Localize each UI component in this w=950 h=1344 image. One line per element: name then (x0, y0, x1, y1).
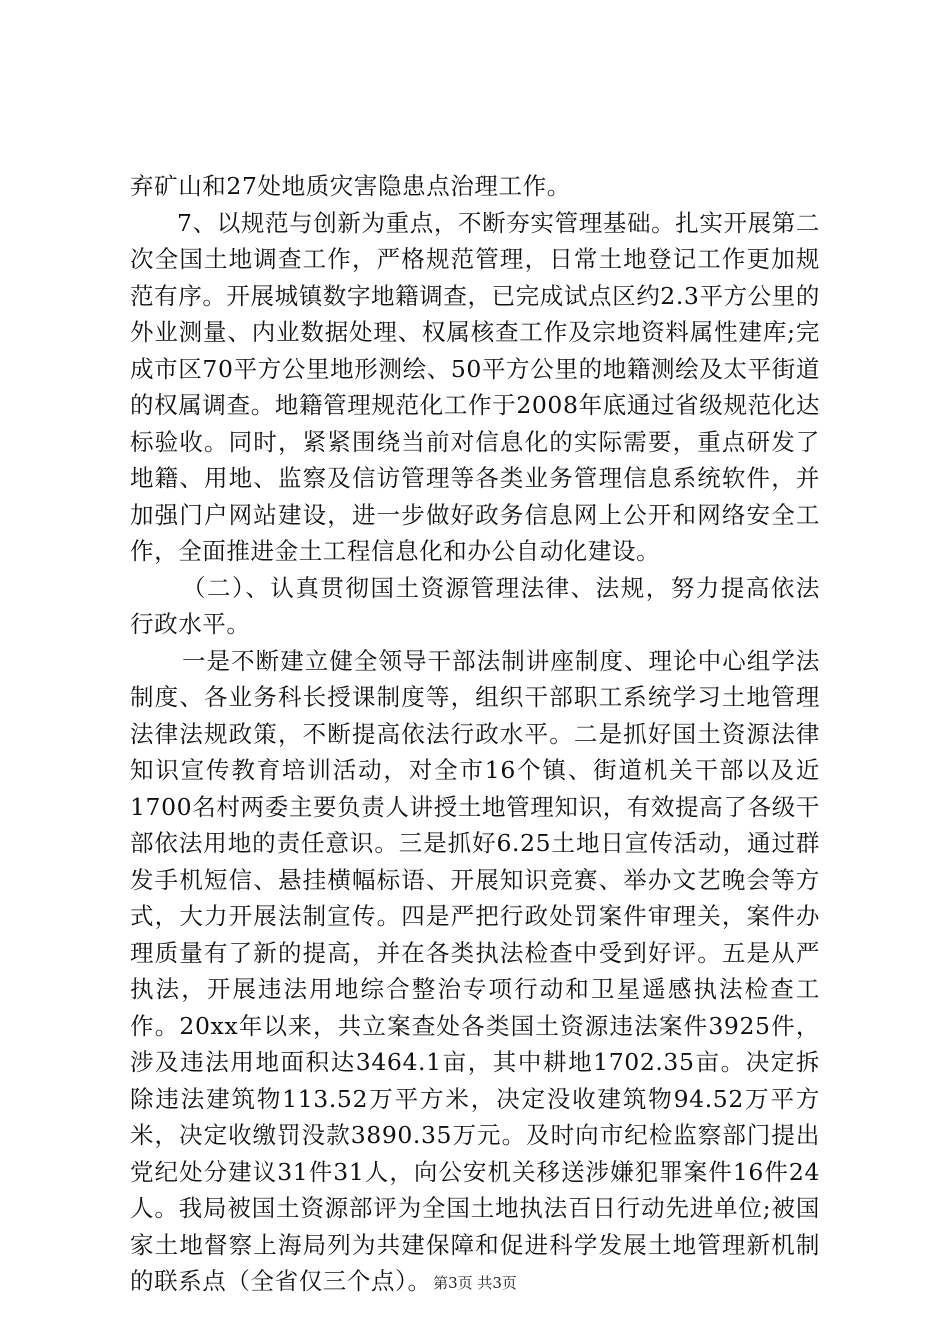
paragraph-section-2-body: 一是不断建立健全领导干部法制讲座制度、理论中心组学法制度、各业务科长授课制度等，组织干部职工系统学习土地管理法律法规政策，不断提高依法行政水平。二是抓好国土资源法律知识宣传教育培训活动，对全市16个镇、街道机关干部以及近1700名村两委主要负责人讲授土地管理知识，有效提高了各级干部依法用地的责任意识。三是抓好6.25土地日宣传活动，通过群发手机短信、悬挂横幅标语、开展知识竞赛、举办文艺晚会等方式，大力开展法制宣传。四是严把行政处罚案件审理关，案件办理质量有了新的提高，并在各类执法检查中受到好评。五是从严执法，开展违法用地综合整治专项行动和卫星遥感执法检查工作。20xx年以来，共立案查处各类国土资源违法案件3925件，涉及违法用地面积达3464.1亩，其中耕地1702.35亩。决定拆除违法建筑物113.52万平方米，决定没收建筑物94.52万平方米，决定收缴罚没款3890.35万元。及时向市纪检监察部门提出党纪处分建议31件31人，向公安机关移送涉嫌犯罪案件16件24人。我局被国土资源部评为全国土地执法百日行动先进单位;被国家土地督察上海局列为共建保障和促进科学发展土地管理新机制的联系点（全省仅三个点）。 (130, 646, 820, 1295)
paragraph-continuation: 弃矿山和27处地质灾害隐患点治理工作。 (130, 172, 571, 200)
document-body (130, 168, 820, 1300)
page-footer: 第3页 共3页 (433, 1274, 517, 1292)
paragraph-item-7: 7、以规范与创新为重点，不断夯实管理基础。扎实开展第二次全国土地调查工作，严格规范管理，日常土地登记工作更加规范有序。开展城镇数字地籍调查，已完成试点区约2.3平方公里的外业测量、内业数据处理、权属核查工作及宗地资料属性建库;完成市区70平方公里地形测绘、50平方公里的地籍测绘及太平街道的权属调查。地籍管理规范化工作于2008年底通过省级规范化达标验收。同时，紧紧围绕当前对信息化的实际需要，重点研发了地籍、用地、监察及信访管理等各类业务管理信息系统软件，并加强门户网站建设，进一步做好政务信息网上公开和网络安全工作，全面推进金土工程信息化和办公自动化建设。 (130, 208, 820, 565)
section-heading-2: （二）、认真贯彻国土资源管理法律、法规，努力提高依法行政水平。 (130, 573, 820, 638)
